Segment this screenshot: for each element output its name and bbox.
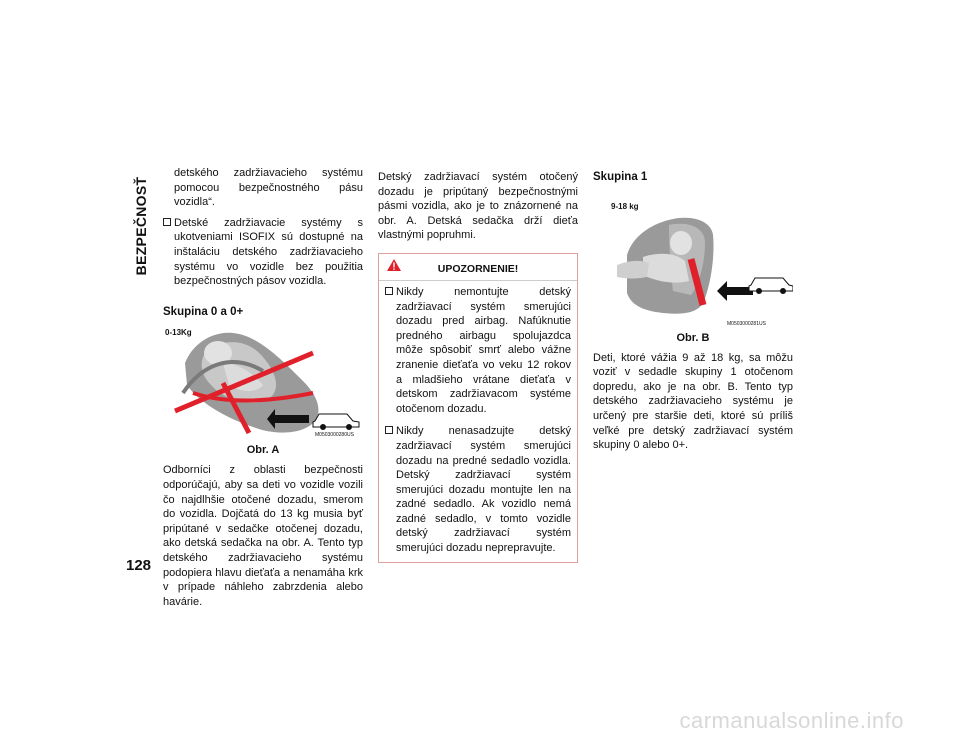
figure-b	[593, 195, 793, 344]
forward-facing-seat-illustration	[593, 195, 793, 327]
section-title-vertical	[126, 168, 156, 283]
section-heading-group-0: Skupina 0 a 0+	[163, 305, 244, 318]
figure-a-weight-label: 0-13Kg	[165, 328, 192, 338]
bullet-text: Detské zadržiavacie systémy s ukotveniami ISOFIX sú dostupné na inštaláciu detského zadržiavacieho systému vo vozidle bez použitia bezpečnostných pásov vozidla.	[174, 216, 363, 288]
column-middle	[378, 170, 578, 563]
figure-b-code: M0503000281US	[727, 320, 766, 327]
figure-b-weight-label: 9-18 kg	[611, 201, 639, 211]
figure-b-caption: Obr. B	[676, 331, 710, 344]
warning-item	[385, 285, 571, 416]
warning-title: UPOZORNENIE!	[437, 262, 519, 275]
page-number: 128	[126, 557, 152, 574]
warning-text: Nikdy nenasadzujte detský zadržiavací systém smerujúci dozadu na predné sedadlo vozidla. Detský zadržiavací systém smerujúci dozadu montujte len na zadné sedadlo. Ak vozidlo nemá zadné sedadlo, v tomto vozidle detský zadržiavací systém smerujúci dozadu neprepravujte.	[396, 425, 571, 555]
paragraph-rear-facing: Detský zadržiavací systém otočený dozadu je pripútaný bezpečnostnými pásmi vozidla, ako je to znázornené na obr. A. Detská sedačka drží dieťa vlastnými popruhmi.	[378, 171, 578, 242]
figure-a	[163, 323, 363, 457]
section-heading-group-1: Skupina 1	[593, 171, 648, 183]
column-left	[163, 166, 363, 609]
figure-a-caption: Obr. A	[246, 444, 280, 457]
paragraph-group-1: Deti, ktoré vážia 9 až 18 kg, sa môžu voziť v sedadle skupiny 1 otočenom dopredu, ako je na obr. B. Tento typ detského zadržiavacieho systému je určený pre staršie deti, ktoré sú príliš veľké pre detský zadržiavací systém skupiny 0 alebo 0+.	[593, 351, 793, 452]
continued-text: detského zadržiavacieho systému pomocou bezpečnostného pásu vozidla“.	[174, 167, 363, 209]
figure-a-code: M0503000280US	[315, 432, 354, 439]
warning-text: Nikdy nemontujte detský zadržiavací systém smerujúci dozadu pred airbag. Nafúknutie predného airbagu spolujazdca môže spôsobiť smrť alebo vážne zranenie dieťaťa vo veku 12 rokov a mladšieho vrátane dieťaťa v detskom zadržiavacom systéme otočenom dozadu.	[396, 285, 571, 415]
car-icon	[313, 414, 359, 430]
section-title: BEZPEČNOSŤ	[133, 176, 149, 275]
paragraph-group-0: Odborníci z oblasti bezpečnosti odporúčajú, aby sa deti vo vozidle vozili čo najdlhšie otočené dozadu, smerom do vozidla. Dojčatá do 13 kg musia byť pripútané v sedačke otočenej dozadu, ako detská sedačka na obr. A. Tento typ detského zadržiavacieho systému podopiera hlavu dieťaťa a nenamáha krk v prípade náhleho zabrzdenia alebo havárie.	[163, 464, 363, 608]
checkbox-bullet-icon	[163, 218, 171, 226]
watermark-footer: carmanualsonline.info	[679, 708, 904, 733]
checkbox-bullet-icon	[385, 426, 393, 434]
warning-item	[385, 424, 571, 555]
warning-header	[379, 254, 577, 281]
column-right	[593, 170, 793, 453]
list-item	[163, 216, 363, 289]
warning-box	[378, 253, 578, 563]
rear-facing-seat-illustration	[163, 323, 363, 441]
car-icon	[749, 278, 793, 294]
checkbox-bullet-icon	[385, 287, 393, 295]
